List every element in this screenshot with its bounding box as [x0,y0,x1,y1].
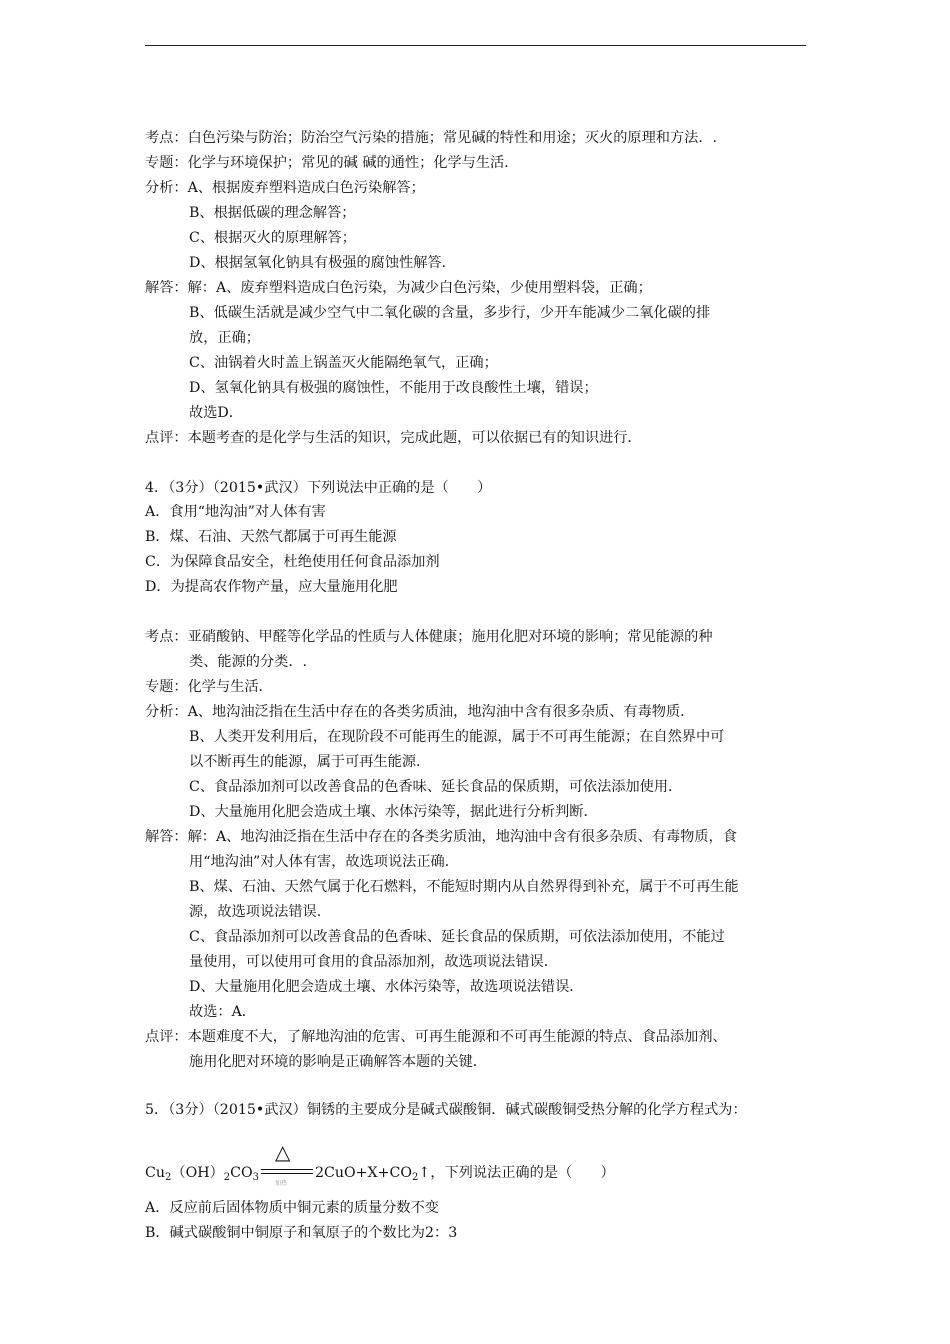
q3-jieda-a: 解答：解：A、废弃塑料造成白色污染，为减少白色污染，少使用塑料袋，正确； [145,280,652,296]
q4-fenxi-a: 分析：A、地沟油泛指在生活中存在的各类劣质油，地沟油中含有很多杂质、有毒物质． [145,704,695,720]
q4-option-d: D．为提高农作物产量，应大量施用化肥 [145,579,398,595]
q4-jieda-d: D、大量施用化肥会造成土壤、水体污染等，故选项说法错误． [189,979,584,995]
eq-sign-bar [261,1173,313,1174]
q3-dianping: 点评：本题考查的是化学与生活的知识，完成此题，可以依据已有的知识进行． [145,430,642,446]
q3-fenxi-b: B、根据低碳的理念解答； [189,205,356,221]
q3-answer: 故选D． [189,405,243,421]
q4-fenxi-d: D、大量施用化肥会造成土壤、水体污染等，据此进行分析判断． [189,804,598,820]
q5-chemical-equation [145,1140,615,1187]
q4-dianping-1: 点评：本题难度不大，了解地沟油的危害、可再生能源和不可再生能源的特点、食品添加剂、 [145,1029,727,1045]
q5-option-a: A．反应前后固体物质中铜元素的质量分数不变 [145,1200,439,1216]
q4-jieda-a2: 用“地沟油”对人体有害，故选项说法正确． [189,854,459,870]
q3-fenxi-c: C、根据灭火的原理解答； [189,230,356,246]
q3-jieda-d: D、氢氧化钠具有极强的腐蚀性，不能用于改良酸性土壤，错误； [189,380,598,396]
eq-tail: ，下列说法正确的是（ ） [430,1165,615,1181]
q4-dianping-2: 施用化肥对环境的影响是正确解答本题的关键． [189,1054,487,1070]
q4-option-c: C．为保障食品安全，杜绝使用任何食品添加剂 [145,554,440,570]
eq-sub: 2 [412,1172,419,1183]
header-rule [145,45,806,46]
q5-stem: 5．（3分）（2015•武汉）铜锈的主要成分是碱式碳酸铜．碱式碳酸铜受热分解的化学方程式为： [145,1102,747,1118]
q3-jieda-b2: 放，正确； [189,330,260,346]
q4-option-a: A．食用“地沟油”对人体有害 [145,504,326,520]
q4-zhuanti: 专题：化学与生活． [145,679,273,695]
q4-jieda-b2: 源，故选项说法错误． [189,904,331,920]
q4-fenxi-c: C、食品添加剂可以改善食品的色香味、延长食品的保质期，可依法添加使用． [189,779,683,795]
eq-gas-arrow: ↑ [418,1165,431,1181]
q4-kaodian-1: 考点：亚硝酸钠、甲醛等化学品的性质与人体健康；施用化肥对环境的影响；常见能源的种 [145,629,713,645]
q4-answer: 故选：A． [189,1004,256,1020]
eq-reactant-cu: Cu [145,1165,165,1181]
q4-fenxi-b1: B、人类开发利用后，在现阶段不可能再生的能源，属于不可再生能源；在自然界中可 [189,729,725,745]
eq-reactant-oh: （OH） [171,1165,224,1181]
delta-icon: △ [275,1140,291,1164]
q3-jieda-b1: B、低碳生活就是减少空气中二氧化碳的含量，多步行，少开车能减少二氧化碳的排 [189,305,711,321]
q4-jieda-b1: B、煤、石油、天然气属于化石燃料，不能短时期内从自然界得到补充，属于不可再生能 [189,879,739,895]
q4-kaodian-2: 类、能源的分类．. [189,654,308,670]
q4-jieda-a1: 解答：解：A、地沟油泛指在生活中存在的各类劣质油，地沟油中含有很多杂质、有毒物质，食 [145,829,737,845]
q4-jieda-c2: 量使用，可以使用可食用的食品添加剂，故选项说法错误． [189,954,558,970]
q4-fenxi-b2: 以不断再生的能源，属于可再生能源． [189,754,431,770]
eq-products: 2CuO+X+CO [315,1165,413,1181]
q3-jieda-c: C、油锅着火时盖上锅盖灭火能隔绝氧气，正确； [189,355,498,371]
eq-heat-condition [259,1140,315,1187]
eq-sub: 2 [223,1172,231,1183]
eq-heat-label: 加热 [275,1180,288,1187]
eq-reactant-co: CO [230,1165,253,1181]
eq-sub: 3 [252,1172,260,1183]
q3-zhuanti: 专题：化学与环境保护；常见的碱 碱的通性；化学与生活． [145,155,519,171]
q3-kaodian: 考点：白色污染与防治；防治空气污染的措施；常见碱的特性和用途；灭火的原理和方法．. [145,130,718,146]
q5-option-b: B．碱式碳酸铜中铜原子和氧原子的个数比为2：3 [145,1225,458,1241]
q3-fenxi-d: D、根据氢氧化钠具有极强的腐蚀性解答． [189,255,456,271]
q3-fenxi-a: 分析：A、根据废弃塑料造成白色污染解答； [145,180,425,196]
q4-option-b: B．煤、石油、天然气都属于可再生能源 [145,529,397,545]
eq-sign-bar [261,1169,313,1170]
q4-stem: 4．（3分）（2015•武汉）下列说法中正确的是（ ） [145,480,492,496]
eq-sub: 2 [165,1172,172,1183]
q4-jieda-c1: C、食品添加剂可以改善食品的色香味、延长食品的保质期，可依法添加使用，不能过 [189,929,725,945]
